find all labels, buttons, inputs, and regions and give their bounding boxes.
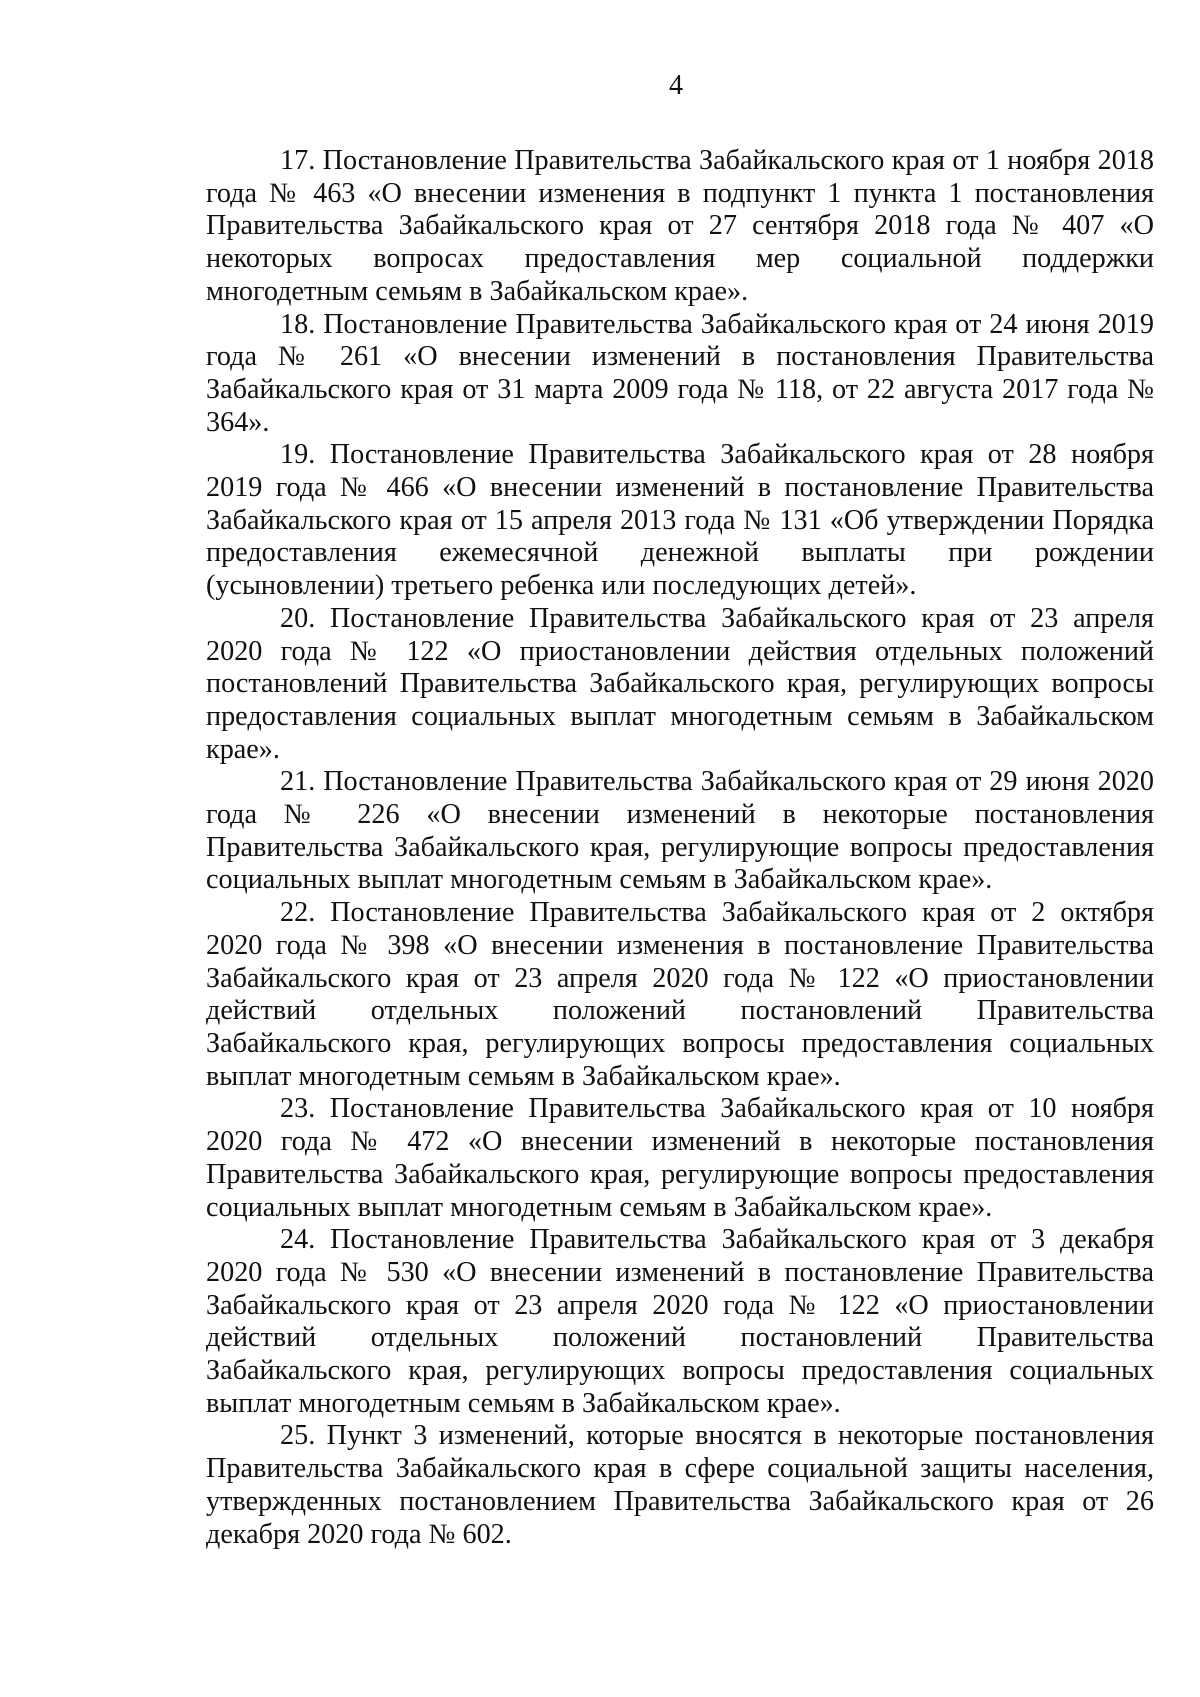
list-item-25: 25. Пункт 3 изменений, которые вносятся в некоторые постановления Правительства Забайкальского края в сфере социальной защиты населения, утвержденных постановлением Правительства Забайкальского края от 26 декабря 2020 года № 602.	[206, 1420, 1154, 1550]
document-body	[206, 145, 1154, 1551]
page-number: 4	[669, 70, 683, 101]
list-item-18: 18. Постановление Правительства Забайкальского края от 24 июня 2019 года № 261 «О внесении изменений в постановления Правительства Забайкальского края от 31 марта 2009 года № 118, от 22 августа 2017 года № 364».	[206, 308, 1154, 438]
list-item-24: 24. Постановление Правительства Забайкальского края от 3 декабря 2020 года № 530 «О внесении изменений в постановление Правительства Забайкальского края от 23 апреля 2020 года № 122 «О приостановлении действий отдельных положений постановлений Правительства Забайкальского края, регулирующих вопросы предоставления социальных выплат многодетным семьям в Забайкальском крае».	[206, 1224, 1154, 1419]
list-item-23: 23. Постановление Правительства Забайкальского края от 10 ноября 2020 года № 472 «О внесении изменений в некоторые постановления Правительства Забайкальского края, регулирующие вопросы предоставления социальных выплат многодетным семьям в Забайкальском крае».	[206, 1093, 1154, 1223]
list-item-20: 20. Постановление Правительства Забайкальского края от 23 апреля 2020 года № 122 «О приостановлении действия отдельных положений постановлений Правительства Забайкальского края, регулирующих вопросы предоставления социальных выплат многодетным семьям в Забайкальском крае».	[206, 602, 1154, 765]
list-item-21: 21. Постановление Правительства Забайкальского края от 29 июня 2020 года № 226 «О внесении изменений в некоторые постановления Правительства Забайкальского края, регулирующие вопросы предоставления социальных выплат многодетным семьям в Забайкальском крае».	[206, 766, 1154, 896]
list-item-19: 19. Постановление Правительства Забайкальского края от 28 ноября 2019 года № 466 «О внесении изменений в постановление Правительства Забайкальского края от 15 апреля 2013 года № 131 «Об утверждении Порядка предоставления ежемесячной денежной выплаты при рождении (усыновлении) третьего ребенка или последующих детей».	[206, 439, 1154, 602]
list-item-22: 22. Постановление Правительства Забайкальского края от 2 октября 2020 года № 398 «О внесении изменения в постановление Правительства Забайкальского края от 23 апреля 2020 года № 122 «О приостановлении действий отдельных положений постановлений Правительства Забайкальского края, регулирующих вопросы предоставления социальных выплат многодетным семьям в Забайкальском крае».	[206, 897, 1154, 1092]
list-item-17: 17. Постановление Правительства Забайкальского края от 1 ноября 2018 года № 463 «О внесении изменения в подпункт 1 пункта 1 постановления Правительства Забайкальского края от 27 сентября 2018 года № 407 «О некоторых вопросах предоставления мер социальной поддержки многодетным семьям в Забайкальском крае».	[206, 145, 1154, 307]
